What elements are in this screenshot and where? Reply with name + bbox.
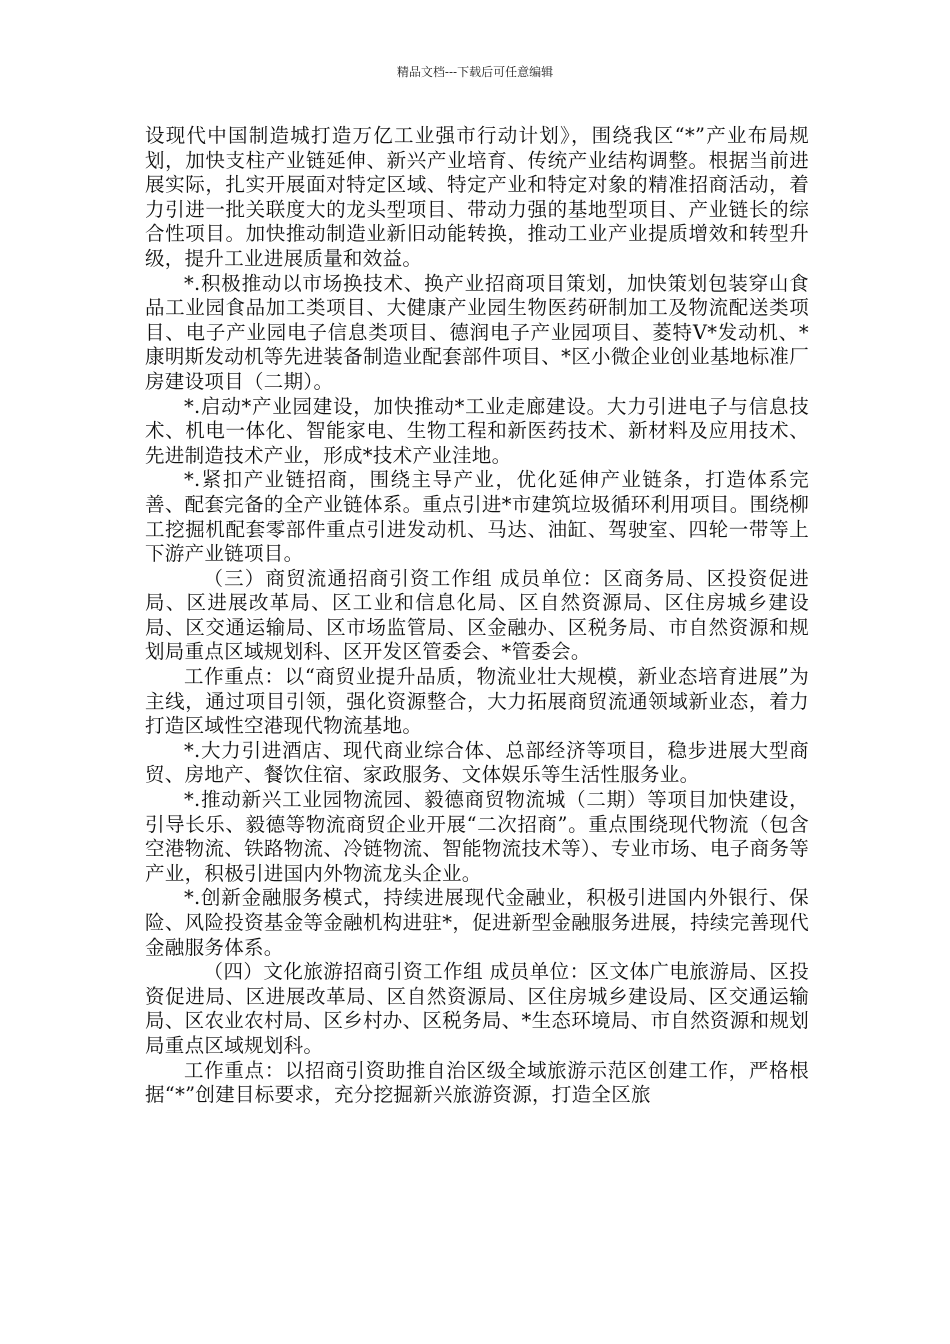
paragraph-item: *.创新金融服务模式，持续进展现代金融业，积极引进国内外银行、保险、风险投资基金等金融机构进驻*，促进新型金融服务进展，持续完善现代金融服务体系。 (145, 886, 809, 959)
page-header: 精品文档---下载后可任意编辑 (396, 65, 554, 79)
paragraph-work-focus: 工作重点：以“商贸业提升品质，物流业壮大规模，新业态培育进展”为主线，通过项目引领，强化资源整合，大力拓展商贸流通领域新业态，着力打造区域性空港现代物流基地。 (145, 665, 809, 738)
section-heading-paragraph: （四）文化旅游招商引资工作组 成员单位：区文体广电旅游局、区投资促进局、区进展改革局、区自然资源局、区住房城乡建设局、区交通运输局、区农业农村局、区乡村办、区税务局、*生态环境局、市自然资源和规划局重点区域规划科。 (145, 960, 809, 1057)
paragraph-continuation: 设现代中国制造城打造万亿工业强市行动计划》，围绕我区“*”产业布局规划，加快支柱产业链延伸、新兴产业培育、传统产业结构调整。根据当前进展实际，扎实开展面对特定区域、特定产业和特定对象的精准招商活动，着力引进一批关联度大的龙头型项目、带动力强的基地型项目、产业链长的综合性项目。加快推动制造业新旧动能转换，推动工业产业提质增效和转型升级，提升工业进展质量和效益。 (145, 124, 809, 270)
document-body (145, 124, 809, 1108)
section-heading-paragraph: （三）商贸流通招商引资工作组 成员单位：区商务局、区投资促进局、区进展改革局、区工业和信息化局、区自然资源局、区住房城乡建设局、区交通运输局、区市场监管局、区金融办、区税务局、市自然资源和规划局重点区域规划科、区开发区管委会、*管委会。 (145, 566, 809, 664)
paragraph-item: *.大力引进酒店、现代商业综合体、总部经济等项目，稳步进展大型商贸、房地产、餐饮住宿、家政服务、文体娱乐等生活性服务业。 (145, 738, 809, 787)
paragraph-item: *.推动新兴工业园物流园、毅德商贸物流城（二期）等项目加快建设，引导长乐、毅德等物流商贸企业开展“二次招商”。重点围绕现代物流（包含空港物流、铁路物流、冷链物流、智能物流技术等）、专业市场、电子商务等产业，积极引进国内外物流龙头企业。 (145, 788, 809, 885)
paragraph-work-focus: 工作重点：以招商引资助推自治区级全域旅游示范区创建工作，严格根据“*”创建目标要求，充分挖掘新兴旅游资源，打造全区旅 (145, 1058, 809, 1107)
paragraph-item: *.启动*产业园建设，加快推动*工业走廊建设。大力引进电子与信息技术、机电一体化、智能家电、生物工程和新医药技术、新材料及应用技术、先进制造技术产业，形成*技术产业洼地。 (145, 394, 809, 467)
paragraph-item: *.积极推动以市场换技术、换产业招商项目策划，加快策划包装穿山食品工业园食品加工类项目、大健康产业园生物医药研制加工及物流配送类项目、电子产业园电子信息类项目、德润电子产业园项目、菱特V*发动机、*康明斯发动机等先进装备制造业配套部件项目、*区小微企业创业基地标准厂房建设项目（二期）。 (145, 271, 809, 393)
paragraph-item: *.紧扣产业链招商，围绕主导产业，优化延伸产业链条，打造体系完善、配套完备的全产业链体系。重点引进*市建筑垃圾循环利用项目。围绕柳工挖掘机配套零部件重点引进发动机、马达、油缸、驾驶室、四轮一带等上下游产业链项目。 (145, 468, 809, 566)
